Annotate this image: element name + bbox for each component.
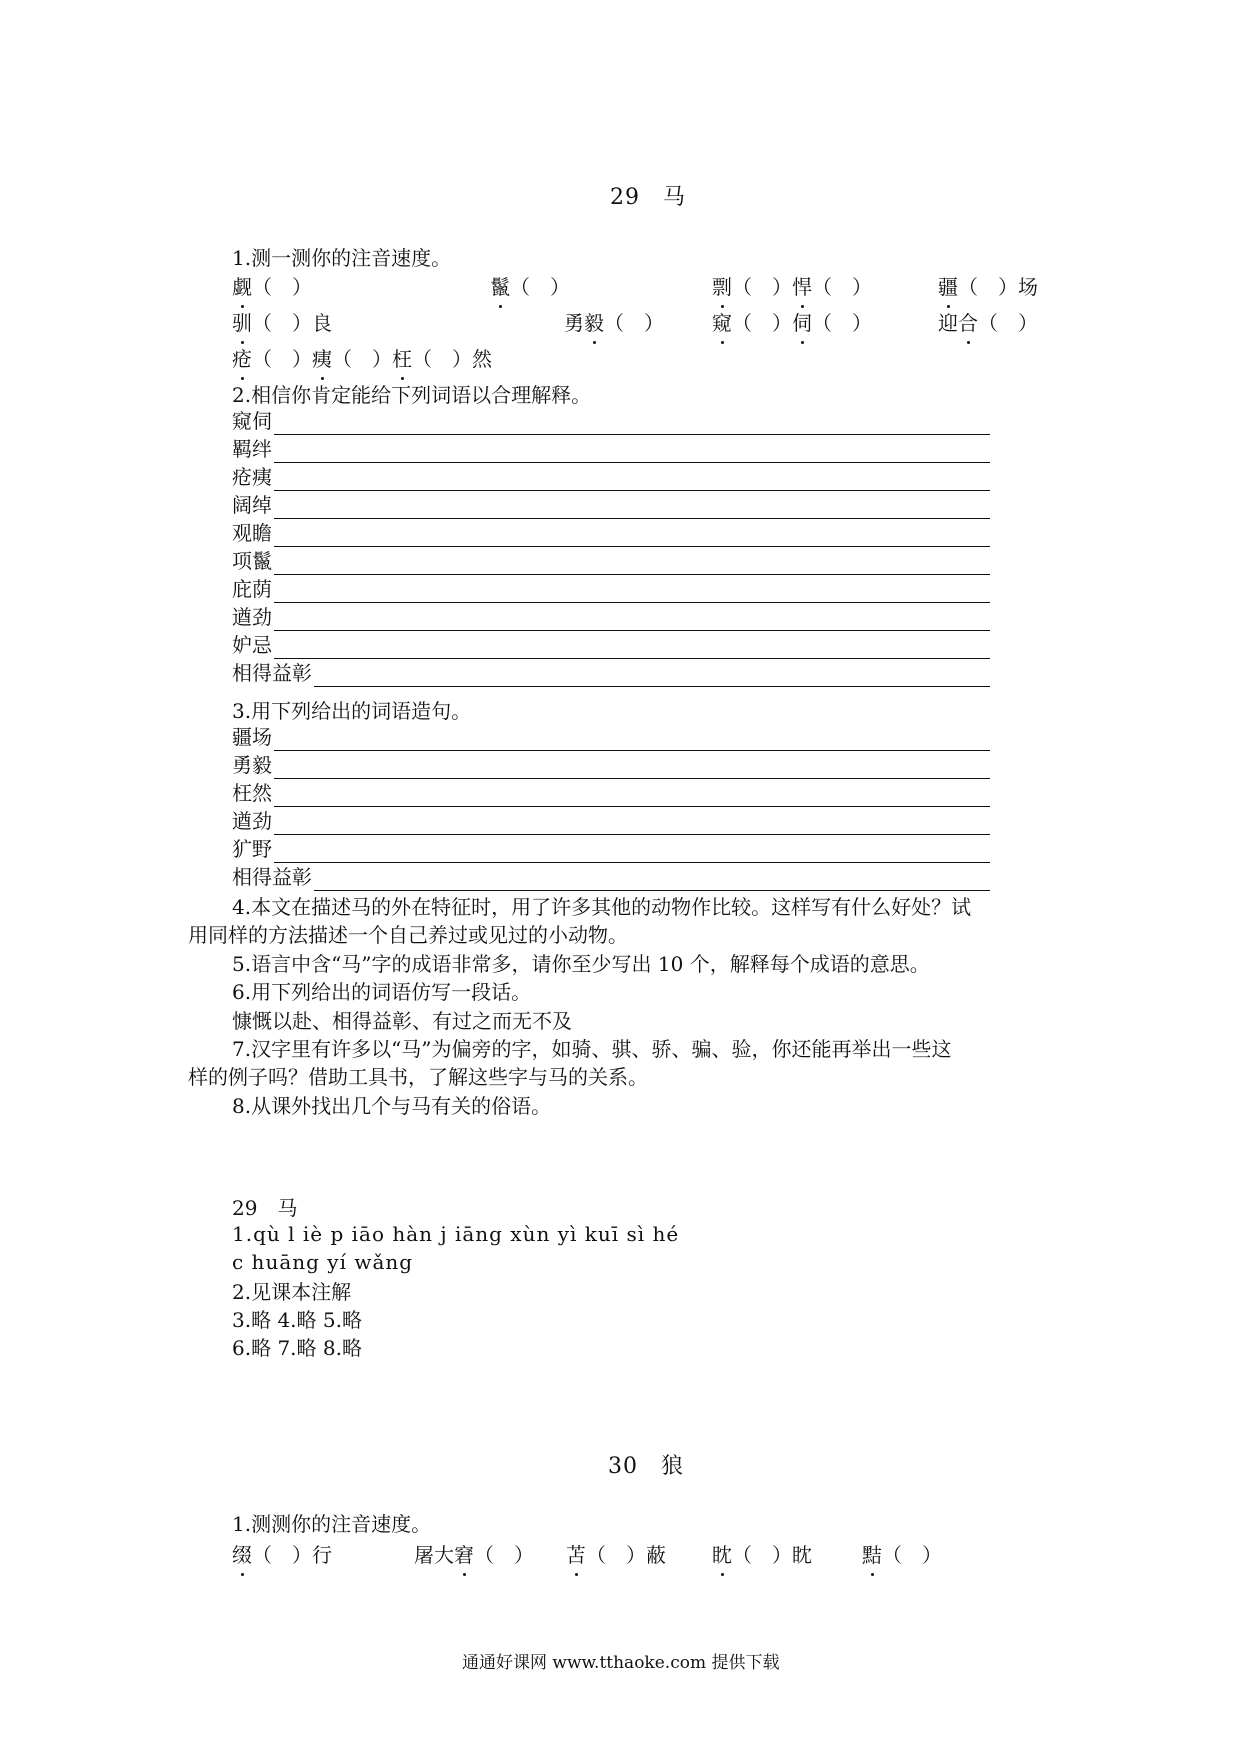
- q2-answer-line[interactable]: [274, 546, 990, 547]
- q7-line2: 样的例子吗？借助工具书，了解这些字与马的关系。: [188, 1065, 648, 1089]
- q3-word: 枉然: [232, 781, 272, 805]
- q2-row: [232, 521, 990, 549]
- answers-29-title: 29 马: [232, 1196, 298, 1220]
- q2-row: [232, 577, 990, 605]
- q2-row: [232, 437, 990, 465]
- q1-row2-item1: 驯（ ）良: [232, 311, 332, 335]
- q2-answer-line[interactable]: [274, 518, 990, 519]
- answers-29-line5: 6.略 7.略 8.略: [232, 1336, 362, 1360]
- q2-word: 阔绰: [232, 493, 272, 517]
- l30-item4: 眈（ ）眈: [712, 1543, 812, 1567]
- q2-row: [232, 661, 990, 689]
- q2-row: [232, 465, 990, 493]
- q2-answer-line[interactable]: [314, 686, 990, 687]
- q3-answer-line[interactable]: [274, 862, 990, 863]
- q3-word: 遒劲: [232, 809, 272, 833]
- lesson-30-title: 30 狼: [608, 1454, 684, 1479]
- q1-row1-item2: 鬣（ ）: [490, 275, 570, 299]
- q3-row: [232, 725, 990, 753]
- q1-row3: 疮（ ）痍（ ）枉（ ）然: [232, 347, 492, 371]
- q2-word: 庇荫: [232, 577, 272, 601]
- q3-answer-line[interactable]: [274, 806, 990, 807]
- q2-answer-line[interactable]: [274, 630, 990, 631]
- q3-row: [232, 781, 990, 809]
- q2-answer-line[interactable]: [274, 490, 990, 491]
- q2-answer-line[interactable]: [274, 658, 990, 659]
- footer-credit: 通通好课网 www.tthaoke.com 提供下载: [462, 1653, 780, 1673]
- q3-answer-line[interactable]: [274, 750, 990, 751]
- lesson-30-heading: 1.测测你的注音速度。: [232, 1512, 432, 1536]
- q2-word: 羁绊: [232, 437, 272, 461]
- q2-row: [232, 549, 990, 577]
- l30-item5: 黠（ ）: [862, 1543, 942, 1567]
- answers-29-line4: 3.略 4.略 5.略: [232, 1308, 362, 1332]
- q3-word: 勇毅: [232, 753, 272, 777]
- q2-answer-line[interactable]: [274, 602, 990, 603]
- q2-word: 妒忌: [232, 633, 272, 657]
- q4-line2: 用同样的方法描述一个自己养过或见过的小动物。: [188, 923, 628, 947]
- q1-heading: 1.测一测你的注音速度。: [232, 246, 452, 270]
- q3-row: [232, 753, 990, 781]
- q4-line1: 4.本文在描述马的外在特征时，用了许多其他的动物作比较。这样写有什么好处？试: [232, 895, 972, 919]
- answers-29-line3: 2.见课本注解: [232, 1280, 352, 1304]
- q2-word: 相得益彰: [232, 661, 312, 685]
- q6-words: 慷慨以赴、相得益彰、有过之而无不及: [232, 1009, 572, 1033]
- q2-row: [232, 633, 990, 661]
- q8-text: 8.从课外找出几个与马有关的俗语。: [232, 1094, 552, 1118]
- q2-word: 项鬣: [232, 549, 272, 573]
- q3-word: 犷野: [232, 837, 272, 861]
- q1-row2-item4: 迎合（ ）: [938, 311, 1038, 335]
- q3-word: 疆场: [232, 725, 272, 749]
- q3-answer-line[interactable]: [274, 834, 990, 835]
- q2-word: 窥伺: [232, 409, 272, 433]
- q3-row: [232, 809, 990, 837]
- q2-word: 遒劲: [232, 605, 272, 629]
- q2-word: 疮痍: [232, 465, 272, 489]
- q3-row: [232, 837, 990, 865]
- answers-29-pinyin-line1: 1.qù l iè p iāo hàn j iāng xùn yì kuī sì hé: [232, 1222, 680, 1246]
- q2-heading: 2.相信你肯定能给下列词语以合理解释。: [232, 383, 592, 407]
- q3-heading: 3.用下列给出的词语造句。: [232, 699, 472, 723]
- lesson-29-title: 29 马: [610, 185, 686, 210]
- q2-row: [232, 409, 990, 437]
- q1-row2-item3: 窥（ ）伺（ ）: [712, 311, 872, 335]
- q1-row1-item3: 剽（ ）悍（ ）: [712, 275, 872, 299]
- q7-line1: 7.汉字里有许多以“马”为偏旁的字，如骑、骐、骄、骗、验，你还能再举出一些这: [232, 1037, 952, 1061]
- q2-word: 观瞻: [232, 521, 272, 545]
- q6-heading: 6.用下列给出的词语仿写一段话。: [232, 980, 532, 1004]
- q3-answer-line[interactable]: [274, 778, 990, 779]
- q5-text: 5.语言中含“马”字的成语非常多，请你至少写出 10 个，解释每个成语的意思。: [232, 952, 930, 976]
- answers-29-pinyin-line2: c huāng yí wǎng: [232, 1250, 414, 1274]
- q1-row1-item1: 觑（ ）: [232, 275, 312, 299]
- q3-answer-line[interactable]: [314, 890, 990, 891]
- q2-row: [232, 605, 990, 633]
- q1-row1-item4: 疆（ ）场: [938, 275, 1038, 299]
- l30-item2: 屠大窘（ ）: [414, 1543, 534, 1567]
- q2-answer-line[interactable]: [274, 574, 990, 575]
- q2-answer-line[interactable]: [274, 462, 990, 463]
- l30-item1: 缀（ ）行: [232, 1543, 332, 1567]
- l30-item3: 苫（ ）蔽: [566, 1543, 666, 1567]
- q2-answer-line[interactable]: [274, 434, 990, 435]
- q3-word: 相得益彰: [232, 865, 312, 889]
- q1-row2-item2: 勇毅（ ）: [564, 311, 664, 335]
- q3-row: [232, 865, 990, 893]
- q2-row: [232, 493, 990, 521]
